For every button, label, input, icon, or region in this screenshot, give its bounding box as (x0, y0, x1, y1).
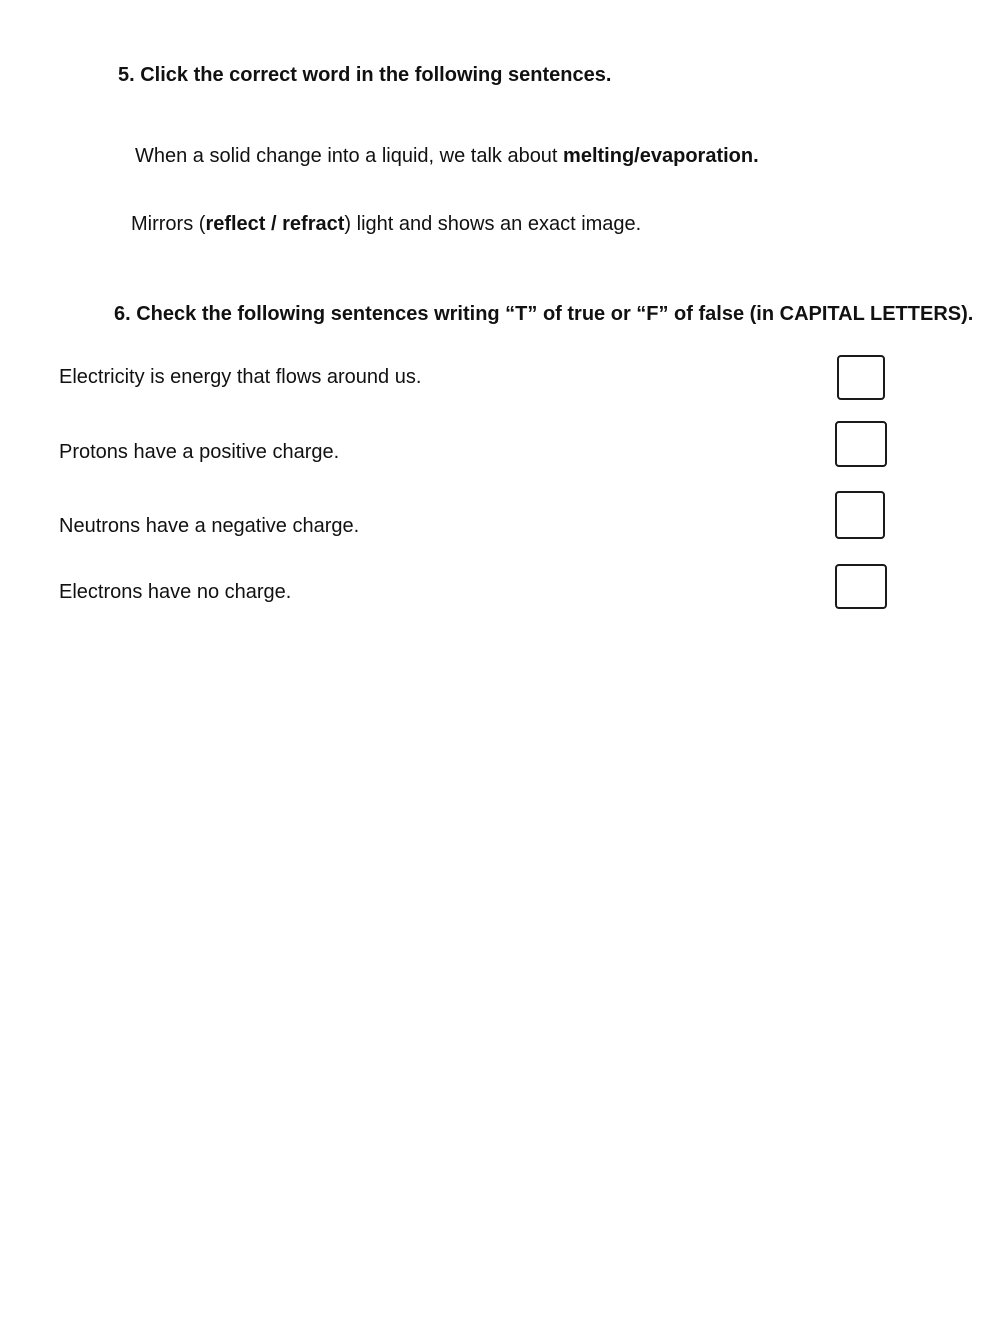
sentence-1-period: . (753, 145, 759, 167)
statement-2-answer-box[interactable] (835, 421, 887, 467)
choice-refract[interactable]: refract (282, 213, 345, 235)
choice-separator: / (634, 145, 640, 167)
choice-reflect[interactable]: reflect (205, 213, 266, 235)
choice-melting[interactable]: melting (563, 145, 635, 167)
statement-4-answer-box[interactable] (835, 564, 887, 609)
statement-1-text: Electricity is energy that flows around us. (59, 366, 422, 388)
statement-2-text: Protons have a positive charge. (59, 441, 340, 463)
question-5-sentence-1 (135, 145, 759, 168)
statement-4-text: Electrons have no charge. (59, 581, 292, 603)
statement-3-answer-box[interactable] (835, 491, 885, 539)
choice-evaporation[interactable]: evaporation (639, 145, 754, 167)
question-5-title: 5. Click the correct word in the following sentences. (118, 64, 612, 86)
question-5-sentence-2 (131, 213, 641, 236)
statement-1-answer-box[interactable] (837, 355, 885, 400)
sentence-1-text-before: When a solid change into a liquid, we talk about (135, 145, 564, 167)
statement-3-text: Neutrons have a negative charge. (59, 515, 360, 537)
question-6-title: 6. Check the following sentences writing “T” of true or “F” of false (in CAPITAL LETTERS). (114, 303, 974, 325)
sentence-2-text-before: Mirrors ( (131, 213, 206, 235)
choice-separator: / (265, 213, 283, 235)
sentence-2-text-after: ) light and shows an exact image. (344, 213, 642, 235)
